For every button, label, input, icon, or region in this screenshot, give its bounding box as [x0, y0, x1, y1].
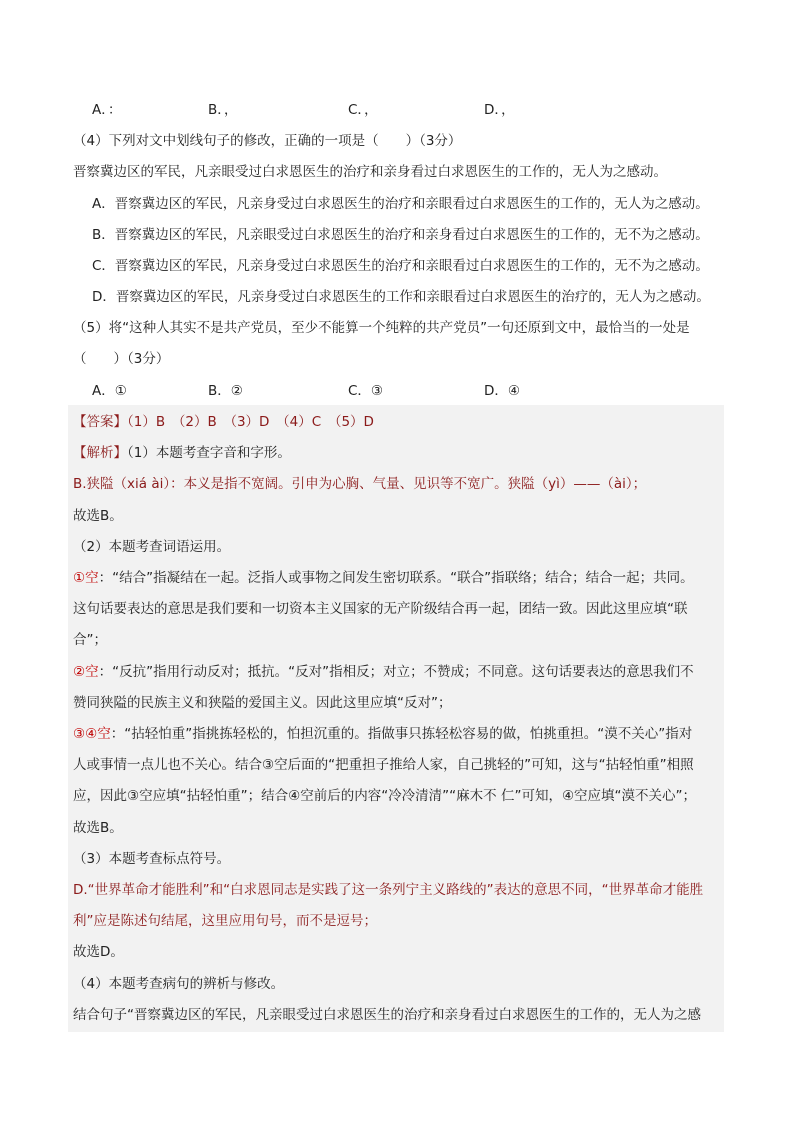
q3-option-c: C．， [348, 102, 378, 118]
q3-option-b: B．， [208, 102, 238, 118]
q4-original-sentence: 晋察冀边区的军民，凡亲眼受过白求恩医生的治疗和亲身看过白求恩医生的工作的，无人为之感动。 [73, 164, 667, 180]
analysis-label: 【解析】 [73, 445, 127, 461]
q4-option-a: A．晋察冀边区的军民，凡亲身受过白求恩医生的治疗和亲眼看过白求恩医生的工作的，无人为之感动。 [92, 196, 709, 212]
q2-line7: 人或事情一点儿也不关心。结合③空后面的“把重担子推给人家，自己挑轻的”可知，这与“拈轻怕重”相照 [73, 757, 694, 773]
q5-stem-line2: （ ）（3分） [73, 351, 170, 367]
q3-head: （3）本题考查标点符号。 [73, 851, 231, 867]
q2-line5: 赞同狭隘的民族主义和狭隘的爱国主义。因此这里应填“反对”； [73, 695, 452, 711]
q2-choose: 故选B。 [73, 820, 123, 836]
q4-option-b: B．晋察冀边区的军民，凡亲眼受过白求恩医生的治疗和亲身看过白求恩医生的工作的，无不为之感动。 [92, 227, 709, 243]
q4-option-d: D．晋察冀边区的军民，凡亲身受过白求恩医生的工作和亲眼看过白求恩医生的治疗的，无人为之感动。 [92, 289, 710, 305]
q4-analysis-line1: 结合句子“晋察冀边区的军民，凡亲眼受过白求恩医生的治疗和亲身看过白求恩医生的工作的，无人为之感 [73, 1007, 701, 1023]
q3-option-d: D．， [484, 102, 515, 118]
q2-line4 [73, 662, 694, 682]
q2-line4-text: ：“反抗”指用行动反对；抵抗。“反对”指相反；对立；不赞成；不同意。这句话要表达的意思我们不 [98, 664, 694, 680]
analysis-intro: （1）本题考查字音和字形。 [127, 445, 291, 461]
q5-stem-line1: （5）将“这种人其实不是共产党员，至少不能算一个纯粹的共产党员”一句还原到文中，最恰当的一处是 [73, 320, 690, 336]
q5-option-c: C．③ [348, 383, 384, 399]
q4-option-c: C．晋察冀边区的军民，凡亲身受过白求恩医生的治疗和亲眼看过白求恩医生的工作的，无不为之感动。 [92, 258, 709, 274]
q3-option-a: A．： [92, 102, 122, 118]
q1-explanation: B.狭隘（xiá ài）：本义是指不宽阔。引申为心胸、气量、见识等不宽广。狭隘（yì）——（ài）； [73, 476, 647, 492]
q5-option-a: A．① [92, 383, 127, 399]
q4-stem: （4）下列对文中划线句子的修改，正确的一项是（ ）（3分） [73, 133, 462, 149]
q4-analysis-head: （4）本题考查病句的辨析与修改。 [73, 976, 285, 992]
q1-choose: 故选B。 [73, 508, 123, 524]
q2-line3: 合”； [73, 632, 107, 648]
q2-blank2-mark: ②空 [73, 664, 99, 680]
q2-head: （2）本题考查词语运用。 [73, 539, 231, 555]
q5-option-d: D．④ [484, 383, 520, 399]
answer-line [73, 412, 374, 432]
q2-line8: 应，因此③空应填“拈轻怕重”；结合④空前后的内容“冷冷清清”“麻木不 仁”可知，④空应填“漠不关心”； [73, 788, 697, 804]
q3-line1: D.“世界革命才能胜利”和“白求恩同志是实践了这一条列宁主义路线的”表达的意思不同，“世界革命才能胜 [73, 882, 704, 898]
q2-line1 [73, 568, 694, 588]
answer-analysis-panel [68, 405, 724, 1032]
answer-text: （1）B （2）B （3）D （4）C （5）D [127, 414, 374, 430]
analysis-intro-line [73, 443, 291, 463]
q2-blank1-mark: ①空 [73, 570, 99, 586]
q2-line6 [73, 724, 692, 744]
q5-option-b: B．② [208, 383, 243, 399]
q3-choose: 故选D。 [73, 944, 124, 960]
q2-line6-text: ：“拈轻怕重”指挑拣轻松的，怕担沉重的。指做事只拣轻松容易的做，怕挑重担。“漠不关心”指对 [110, 726, 693, 742]
q2-blank34-mark: ③④空 [73, 726, 111, 742]
q2-line2: 这句话要表达的意思是我们要和一切资本主义国家的无产阶级结合再一起，团结一致。因此这里应填“联 [73, 601, 688, 617]
answer-label: 【答案】 [73, 414, 127, 430]
q3-line2: 利”应是陈述句结尾，这里应用句号，而不是逗号； [73, 913, 377, 929]
q2-line1-text: ：“结合”指凝结在一起。泛指人或事物之间发生密切联系。“联合”指联络；结合；结合一起；共同。 [98, 570, 694, 586]
